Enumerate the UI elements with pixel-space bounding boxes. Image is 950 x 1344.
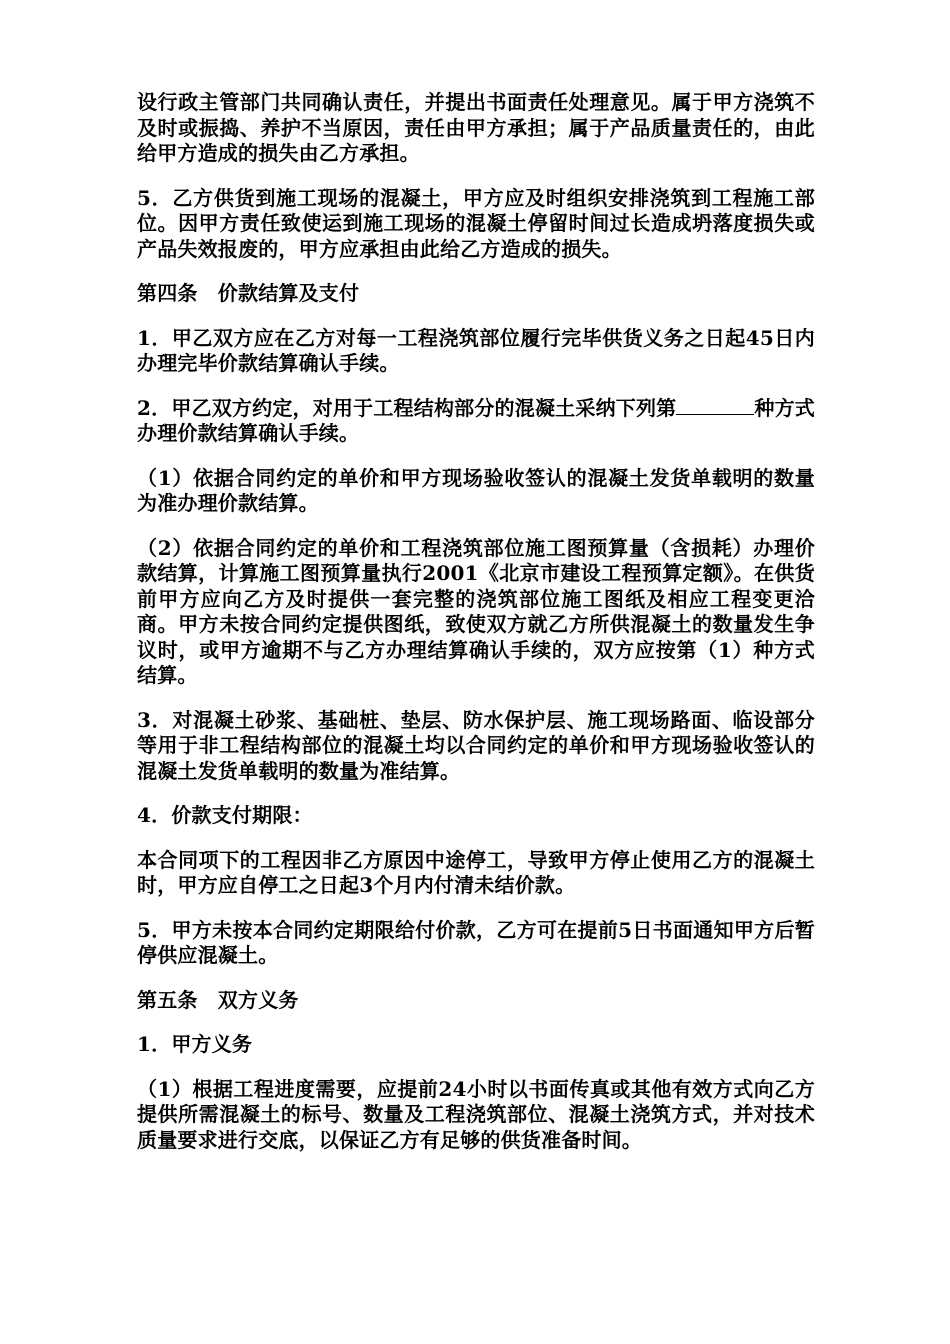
paragraph-clause-4-2-1: （1）依据合同约定的单价和甲方现场验收签认的混凝土发货单载明的数量为准办理价款结算。 [137,465,815,515]
document-page [137,90,815,1172]
article-4-heading: 第四条 价款结算及支付 [137,281,360,305]
paragraph-clause-5-1: 1．甲方义务 [137,1032,253,1056]
article-5-heading: 第五条 双方义务 [137,987,299,1012]
paragraph-clause-4-4: 4．价款支付期限： [137,803,313,827]
paragraph-clause-4-5: 5．甲方未按本合同约定期限给付价款，乙方可在提前5日书面通知甲方后暂停供应混凝土。 [137,917,815,967]
paragraph-clause-4-3: 3．对混凝土砂浆、基础桩、垫层、防水保护层、施工现场路面、临设部分等用于非工程结构部位的混凝土均以合同约定的单价和甲方现场验收签认的混凝土发货单载明的数量为准结算。 [137,707,815,783]
paragraph-clause-4-4-body: 本合同项下的工程因非乙方原因中途停工，导致甲方停止使用乙方的混凝土时，甲方应自停工之日起3个月内付清未结价款。 [137,847,815,897]
clause-4-2-text-before: 2．甲乙双方约定，对用于工程结构部分的混凝土采纳下列第 [137,395,677,420]
paragraph-clause-4-2-2: （2）依据合同约定的单价和工程浇筑部位施工图预算量（含损耗）办理价款结算，计算施工图预算量执行2001《北京市建设工程预算定额》。在供货前甲方应向乙方及时提供一套完整的浇筑部位施工图纸及相应工程变更洽商。甲方未按合同约定提供图纸，致使双方就乙方所供混凝土的数量发生争议时，或甲方逾期不与乙方办理结算确认手续的，双方应按第（1）种方式结算。 [137,535,815,687]
fill-in-blank[interactable] [676,396,754,415]
paragraph-liability-tail: 设行政主管部门共同确认责任，并提出书面责任处理意见。属于甲方浇筑不及时或振捣、养护不当原因，责任由甲方承担；属于产品质量责任的，由此给甲方造成的损失由乙方承担。 [137,90,815,165]
clause-4-2-text-after: 种方式办理价款结算确认手续。 [137,395,815,445]
paragraph-clause-5-1-1: （1）根据工程进度需要，应提前24小时以书面传真或其他有效方式向乙方提供所需混凝土的标号、数量及工程浇筑部位、混凝土浇筑方式，并对技术质量要求进行交底，以保证乙方有足够的供货准备时间。 [137,1076,815,1152]
paragraph-clause-4-1: 1．甲乙双方应在乙方对每一工程浇筑部位履行完毕供货义务之日起45日内办理完毕价款结算确认手续。 [137,325,815,375]
paragraph-clause-4-2 [137,396,815,447]
paragraph-clause-3-5: 5．乙方供货到施工现场的混凝土，甲方应及时组织安排浇筑到工程施工部位。因甲方责任致使运到施工现场的混凝土停留时间过长造成坍落度损失或产品失效报废的，甲方应承担由此给乙方造成的损失。 [137,185,815,261]
